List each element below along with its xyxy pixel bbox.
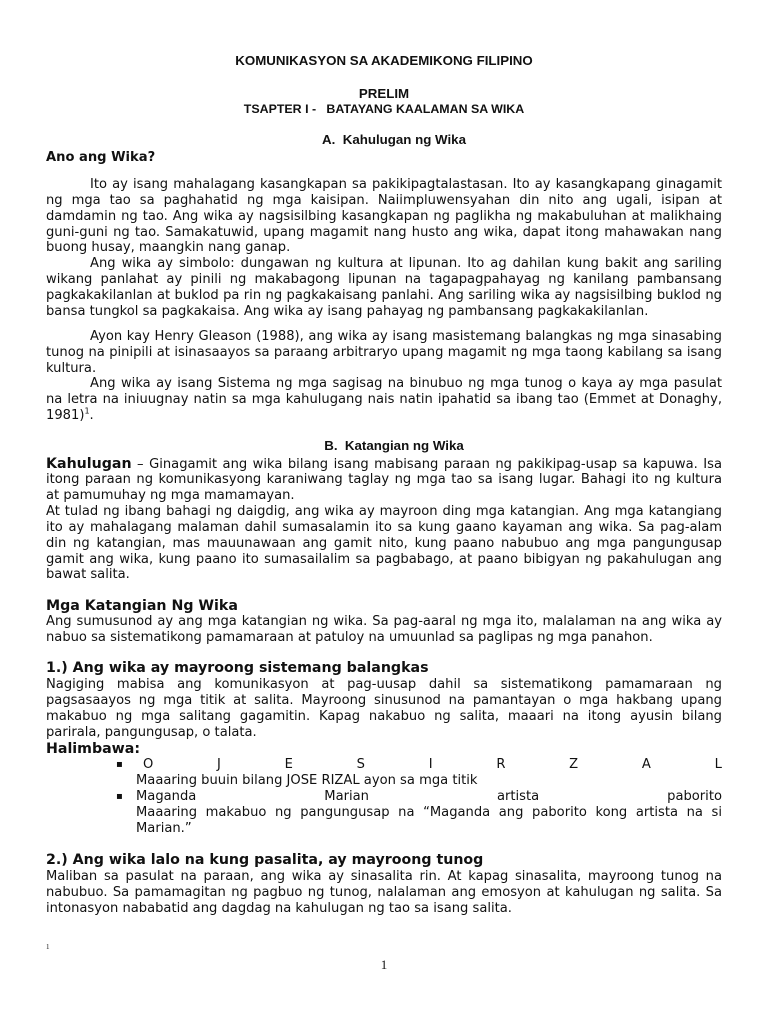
example-word: paborito [667, 789, 722, 804]
paragraph-line: Maliban sa pasulat na paraan, ang wika ay sinasalita rin. At kapag sinasalita, mayroong tunog na [46, 869, 722, 884]
citation-year: 1981) [46, 408, 85, 423]
example-word: Maganda [136, 789, 197, 804]
example-letter: O [143, 757, 154, 772]
example-letter: I [428, 757, 433, 772]
paragraph-line: Ayon kay Henry Gleason (1988), ang wika ay isang masistemang balangkas ng mga sinasabing [90, 329, 722, 344]
mga-katangian-heading: Mga Katangian Ng Wika [46, 598, 238, 614]
paragraph-line: nabubuo. Sa pamamagitan ng pagbuo ng tunog, nalalaman ang emosyon at kahulugan ng salita. Sa [46, 885, 722, 900]
letters-example [143, 757, 722, 773]
paragraph-line: parirala, pangungusap, o talata. [46, 725, 257, 740]
paragraph-line: Ang wika ay simbolo: dungawan ng kultura at lipunan. Ito ag dahilan kung bakit ang sariling [90, 256, 722, 271]
paragraph-line: guni-guni ng tao. Samakatuwid, upang magamit nang husto ang wika, dapat itong mahawakan nang [46, 225, 722, 240]
paragraph-line: intonasyon nababatid ang dagdag na kahulugan ng tao sa isang salita. [46, 901, 512, 916]
paragraph-line: ng mga tao sa paghahatid ng mga kaisipan. Naiimpluwensyahan din nito ang ugali, isipan at [46, 193, 722, 208]
paragraph-line: pagsasaayos ng mga titik at salita. Mayroong sinusunod na pamantayan o mga hakbang upang [46, 693, 722, 708]
kahulugan-term: Kahulugan [46, 456, 132, 472]
paragraph-line: buong husay, maangkin nang ganap. [46, 240, 291, 255]
section-a-heading: A. Kahulugan ng Wika [322, 132, 466, 147]
section-b-heading: B. Katangian ng Wika [324, 438, 464, 453]
item-1-heading: 1.) Ang wika ay mayroong sistemang balangkas [46, 660, 429, 676]
example-letter: R [496, 757, 506, 772]
term-label: PRELIM [358, 86, 410, 101]
footnote-mark: 1 [84, 406, 90, 416]
example-letter: S [356, 757, 365, 772]
paragraph-line: na letra na iniuugnay natin sa mga kahulugang nais natin ipahatid sa ibang tao (Emmet at Donaghy, [46, 392, 722, 407]
example-note: Marian.” [136, 821, 192, 836]
example-note: Maaaring makabuo ng pangungusap na “Maganda ang paborito kong artista na si [136, 805, 722, 820]
paragraph-line: wikang panlahat ay pinili ng makabagong lipunan na tagapagpahayag ng kanilang pambansang [46, 272, 722, 287]
paragraph-line: At tulad ng ibang bahagi ng daigdig, ang wika ay mayroon ding mga katangian. Ang mga katangiang [46, 504, 722, 519]
bullet-icon: ▪ [116, 791, 123, 802]
example-word: artista [496, 789, 540, 804]
paragraph-line [46, 456, 722, 472]
paragraph-line: bawat salita. [46, 567, 130, 582]
paragraph-line: makabuo ng mga salitang gagamitin. Kapag nakabuo ng salita, maaari na itong ayusin bilang [46, 709, 722, 724]
paragraph-line: Ito ay isang mahalagang kasangkapan sa pakikipagtalastasan. Ito ay kasangkapang ginagamit [90, 177, 722, 192]
paragraph-line: Ang wika ay isang Sistema ng mga sagisag na binubuo ng mga tunog o kaya ay mga pasulat [90, 376, 722, 391]
paragraph-line: bansa tungkol sa pagkakaisa. Ang wika ay isang pahayag ng pambansang pagkakakilanlan. [46, 304, 649, 319]
paragraph-line: Ang sumusunod ay ang mga katangian ng wika. Sa pag-aaral ng mga ito, malalaman na ang wika ay [46, 614, 722, 629]
question-heading: Ano ang Wika? [46, 150, 156, 165]
paragraph-line: Nagiging mabisa ang komunikasyon at pag-uusap dahil sa sistematikong pamamaraan ng [46, 677, 722, 692]
chapter-title: TSAPTER I - BATAYANG KAALAMAN SA WIKA [243, 102, 525, 116]
example-letter: L [714, 757, 722, 772]
footnote-marker: 1 [46, 943, 50, 951]
paragraph-line: itong paraan ng komunikasyong karaniwang taglay ng mga tao sa isang lugar. Bahagi ito ng kultura [46, 472, 722, 487]
example-letter: J [217, 757, 221, 772]
paragraph-line: pagkakakilanlan at buklod pa rin ng pagkakaisang panlahi. Ang sariling wika ay nagsisilbing buklod ng [46, 288, 722, 303]
paragraph-line: at pamumuhay ng mga mamamayan. [46, 488, 295, 503]
example-letter: E [284, 757, 293, 772]
bullet-icon: ▪ [116, 759, 123, 770]
paragraph-line: nabuo sa sistematikong pamamaraan at patuloy na umuunlad sa paglipas ng mga panahon. [46, 630, 653, 645]
kahulugan-definition: – Ginagamit ang wika bilang isang mabisang paraan ng pakikipag-usap sa kapuwa. Isa [131, 457, 722, 472]
paragraph-line: 1981)$^1$. [46, 406, 94, 423]
page-number: 1 [380, 957, 388, 972]
words-example [136, 789, 722, 805]
paragraph-line: tunog na pinipili at isinasaayos sa paraang arbitraryo upang magamit ng mga taong kabilang sa isang [46, 345, 722, 360]
example-note: Maaaring buuin bilang JOSE RIZAL ayon sa mga titik [136, 773, 478, 788]
example-letter: A [641, 757, 651, 772]
halimbawa-label: Halimbawa: [46, 741, 141, 757]
paragraph-line: kultura. [46, 361, 97, 376]
example-letter: Z [569, 757, 579, 772]
paragraph-line: gamit ang wika, kung paano ito sumasailalim sa pagbabago, at paano bibigyan ng pakahulugan ang [46, 552, 722, 567]
example-word: Marian [324, 789, 369, 804]
paragraph-line: ito ay mahalagang malaman dahil sumasalamin ito sa kung gaano kayaman ang wika. Sa pag-alam [46, 520, 722, 535]
paragraph-line: damdamin ng tao. Ang wika ay nagsisilbing kasangkapan ng paglikha ng makabuluhan at malikhaing [46, 209, 722, 224]
document-title: KOMUNIKASYON SA AKADEMIKONG FILIPINO [235, 53, 533, 68]
item-2-heading: 2.) Ang wika lalo na kung pasalita, ay mayroong tunog [46, 852, 484, 868]
paragraph-line: din ng katangian, mas mauunawaan ang gamit nito, kung paano nabubuo ang mga pangungusap [46, 536, 722, 551]
